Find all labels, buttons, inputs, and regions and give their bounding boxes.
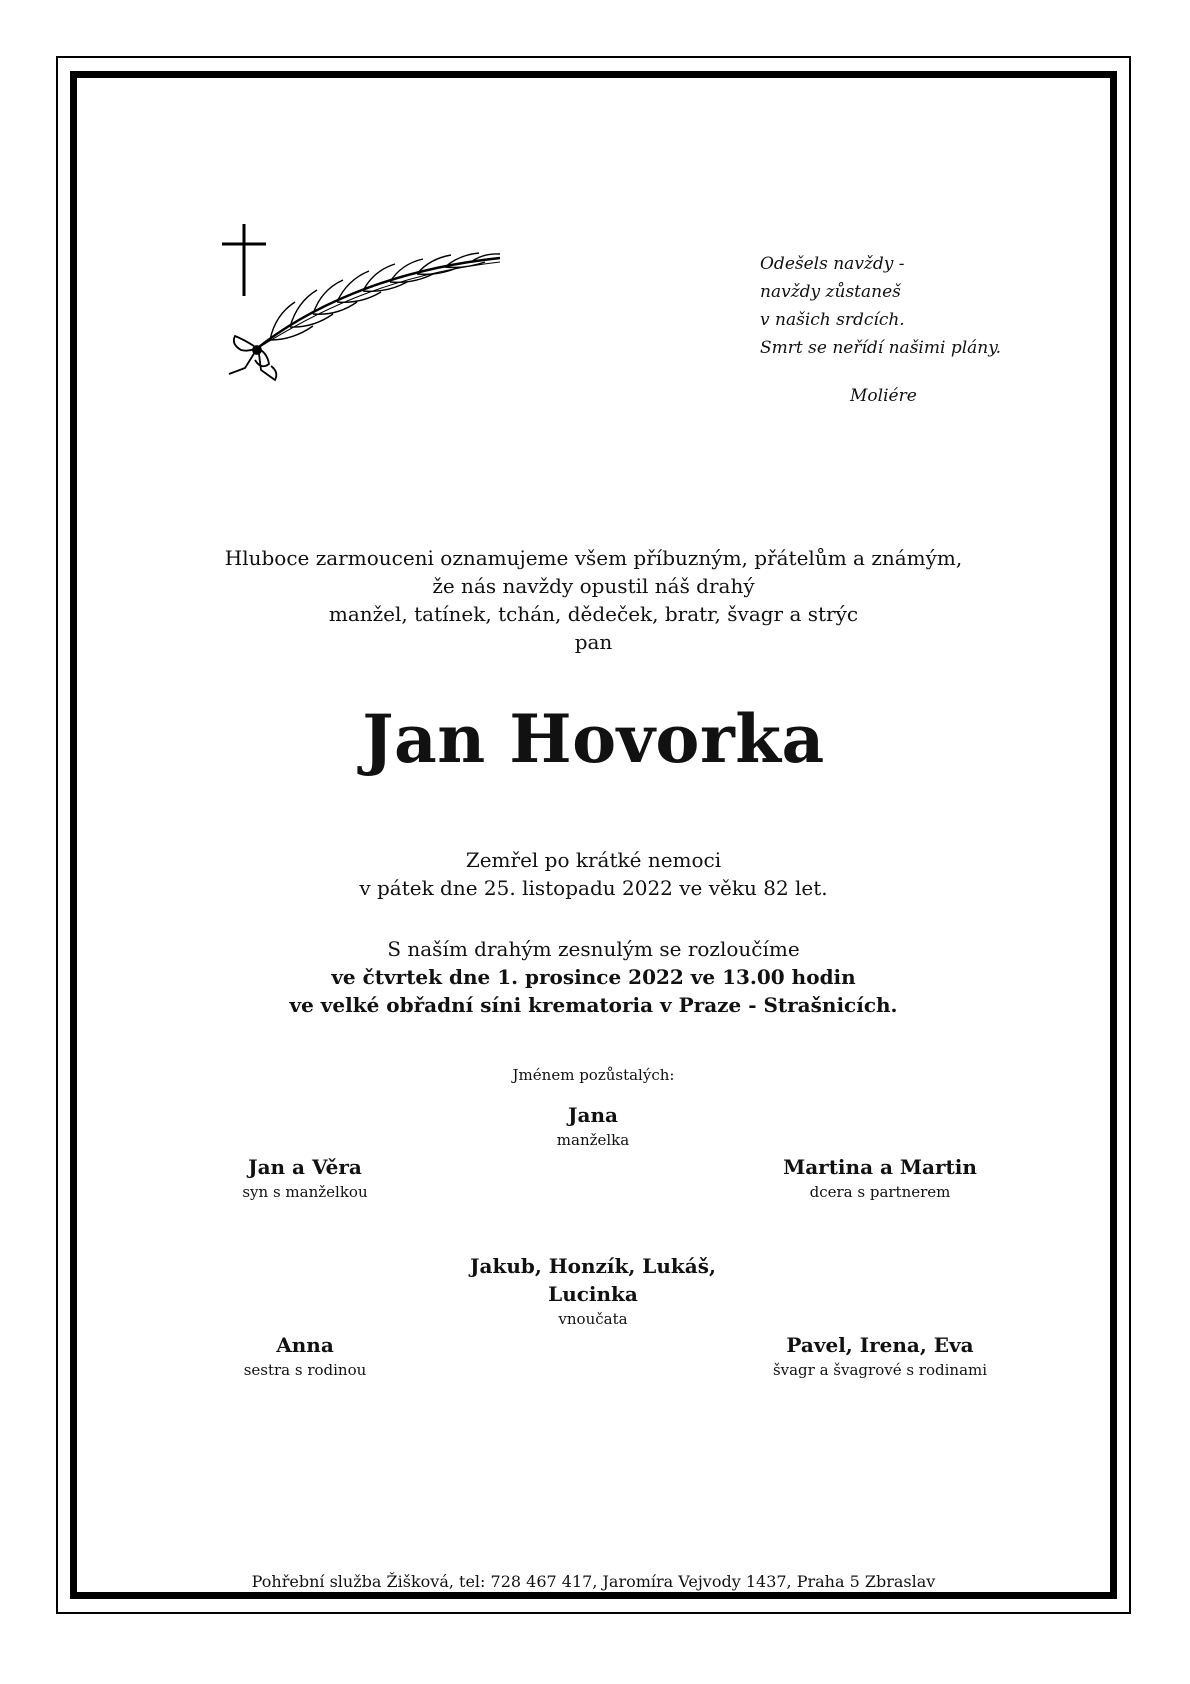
death-details [70, 846, 1117, 902]
mourner-in-laws [730, 1331, 1030, 1381]
mourner-role: švagr a švagrové s rodinami [772, 1361, 988, 1379]
mourner-daughter [730, 1153, 1030, 1203]
quote-line: navždy zůstaneš [760, 282, 901, 302]
palm-branch-icon [215, 240, 505, 390]
mourner-role: dcera s partnerem [809, 1183, 951, 1201]
mourner-name: Martina a Martin [783, 1155, 977, 1179]
farewell-line: S naším drahým zesnulým se rozloučíme [387, 937, 800, 961]
death-line: v pátek dne 25. listopadu 2022 ve věku 82 let. [359, 876, 828, 900]
mourner-name: Jan a Věra [248, 1155, 362, 1179]
mourner-wife [443, 1101, 743, 1151]
mourner-role: manželka [556, 1131, 630, 1149]
mourner-name: Anna [276, 1333, 334, 1357]
mourner-name: Jakub, Honzík, Lukáš, [470, 1254, 716, 1278]
mourner-grandchildren [443, 1252, 743, 1330]
funeral-service-footer: Pohřební služba Žišková, tel: 728 467 417, Jaromíra Vejvody 1437, Praha 5 Zbraslav [251, 1572, 936, 1591]
mourner-sister [155, 1331, 455, 1381]
intro-line: manžel, tatínek, tchán, dědeček, bratr, švagr a strýc [328, 602, 859, 626]
farewell-place: ve velké obřadní síni krematoria v Praze - Strašnicích. [289, 993, 898, 1017]
intro-line: pan [574, 630, 613, 654]
quote [760, 250, 1001, 362]
intro-line: že nás navždy opustil náš drahý [432, 574, 755, 598]
farewell-date: ve čtvrtek dne 1. prosince 2022 ve 13.00 hodin [331, 965, 856, 989]
mourner-son [155, 1153, 455, 1203]
mourner-name: Lucinka [548, 1282, 638, 1306]
mourner-name: Pavel, Irena, Eva [786, 1333, 974, 1357]
intro-line: Hluboce zarmouceni oznamujeme všem příbuzným, přátelům a známým, [224, 546, 963, 570]
mourner-name: Jana [568, 1103, 618, 1127]
quote-author: Moliére [850, 386, 917, 406]
deceased-name: Jan Hovorka [362, 700, 825, 778]
mourners-label: Jménem pozůstalých: [512, 1066, 675, 1084]
death-line: Zemřel po krátké nemoci [465, 848, 722, 872]
mourner-role: vnoučata [558, 1310, 628, 1328]
mourner-role: sestra s rodinou [243, 1361, 367, 1379]
quote-line: Odešels navždy - [760, 254, 905, 274]
quote-line: v našich srdcích. [760, 310, 905, 330]
mourner-role: syn s manželkou [242, 1183, 368, 1201]
announcement-intro [70, 544, 1117, 656]
farewell-details [70, 935, 1117, 1019]
quote-line: Smrt se neřídí našimi plány. [760, 338, 1001, 358]
